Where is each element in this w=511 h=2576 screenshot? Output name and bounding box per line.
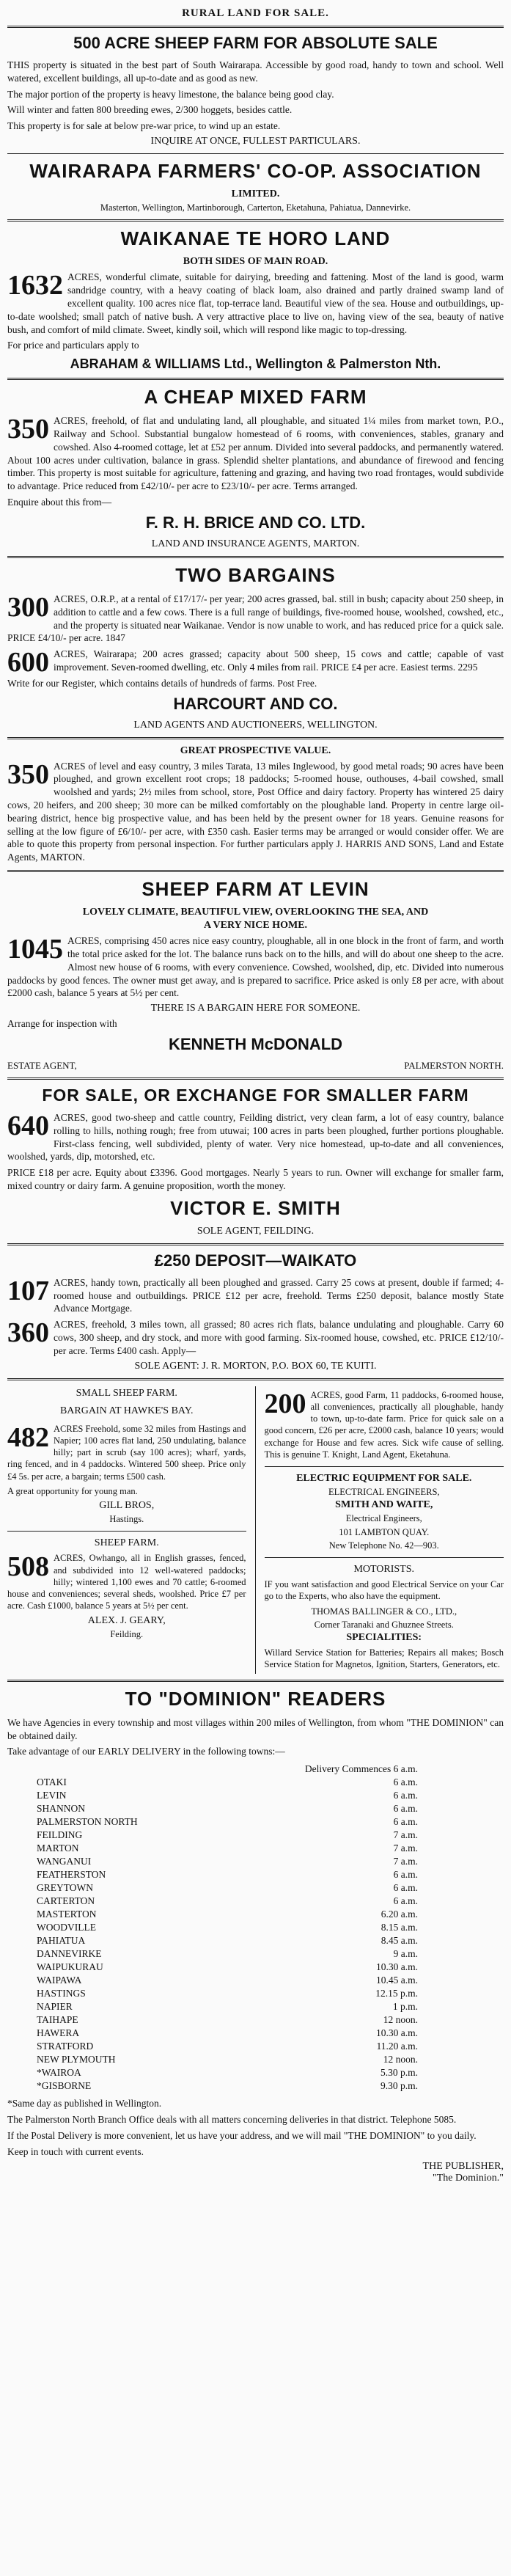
- acreage-number: 600: [7, 647, 49, 678]
- divider: [7, 1243, 504, 1245]
- town-name: SHANNON: [37, 1803, 86, 1815]
- ad-body: ACRES, good Farm, 11 paddocks, 6-roomed house, all conveniences, practically all ploughable, handy to town, up-to-date farm. Price for quick sale on a good concern, £26 per acre, £2000 cash, balance 10 years; would exchange for House and few acres. Sick wife cause of selling. This is genuine T. Knight, Land Agent, Eketahuna.: [264, 1389, 504, 1460]
- agent-place: PALMERSTON NORTH.: [404, 1059, 504, 1071]
- ad-title: TWO BARGAINS: [175, 563, 336, 586]
- delivery-time: 6 a.m.: [393, 1777, 418, 1788]
- ad-motorists: [265, 1564, 504, 1671]
- firm-address: Corner Taranaki and Ghuznee Streets.: [314, 1619, 454, 1630]
- delivery-row: [37, 1789, 418, 1802]
- delivery-row: [37, 1934, 418, 1947]
- delivery-time: 8.15 a.m.: [381, 1922, 418, 1933]
- divider: [7, 378, 504, 380]
- ad-waikanae: [7, 227, 504, 372]
- delivery-row: [37, 1881, 418, 1895]
- ad-agent: F. R. H. BRICE AND CO. LTD.: [145, 513, 366, 532]
- town-name: FEILDING: [37, 1829, 83, 1841]
- ad-subtitle: A VERY NICE HOME.: [203, 920, 308, 932]
- ad-body: ACRES Freehold, some 32 miles from Hastings and Napier; 100 acres flat land, 250 undulating, balance hilly; part in scrub (say 100 acres); wharf, yards, ring fenced, and in 4 paddocks. Wintered 500 sheep. Price only £4 5s. per acre, a bargain; terms £500 cash.: [7, 1423, 246, 1482]
- delivery-row: [37, 1974, 418, 1987]
- ad-body: ACRES, comprising 450 acres nice easy country, ploughable, all in one block in the front of farm, and worth the total price asked for the lot. The balance runs back on to the hills, and will do about one sheep to the acre. Almost new house of 6 rooms, with every convenience. Cowshed, woolshed, dip, etc. Divided into numerous paddocks by good fences. The owner must get away, and is prepared to sacrifice. Price asked is only £8 per acre, with about £2000 cash, balance 5 years at 5½ per cent.: [7, 935, 504, 999]
- ad-title: WAIKANAE TE HORO LAND: [120, 227, 391, 250]
- delivery-time: 1 p.m.: [392, 2001, 418, 2013]
- delivery-time: 6 a.m.: [393, 1882, 418, 1894]
- ad-title: TO "DOMINION" READERS: [125, 1687, 386, 1710]
- signature: "The Dominion.": [433, 2173, 504, 2184]
- ad-body: ACRES, Owhango, all in English grasses, fenced, and subdivided into 12 well-watered paddocks; hilly; wintered 1,100 ewes and 70 cattle; 6-roomed house and conveniences; several sheds, woolshed. Price £7 per acre. Cash £1000, balance 5 years at 5½ per cent.: [7, 1553, 246, 1611]
- delivery-row: [37, 1815, 418, 1829]
- ad-agent-place: Hastings.: [109, 1514, 144, 1525]
- ad-subtitle: ELECTRICAL ENGINEERS,: [328, 1487, 440, 1498]
- delivery-row: [37, 2053, 418, 2066]
- ad-small-sheep-farm: [7, 1388, 246, 1526]
- ad-paragraph: This property is for sale at below pre-war price, to wind up an estate.: [7, 120, 281, 132]
- ad-body: ACRES, freehold, of flat and undulating land, all ploughable, and situated 1¼ miles from market town, P.O., Railway and School. Substantial bungalow homestead of 6 rooms, with conveniences, stables, granary and cowshed. Also 4-roomed cottage, let at £52 per annum. Divided into several paddocks, and permanently watered. About 100 acres under cultivation, balance in grass. Splendid shelter plantations, and abundance of firewood and fencing timber. This property is most suitable for agriculture, fattening and grazing, and having two road frontages, would subdivide to advantage. Price reduced from £42/10/- per acre to £23/10/- per acre. Terms arranged.: [7, 415, 504, 492]
- divider: [7, 1680, 504, 1682]
- ad-body: IF you want satisfaction and good Electrical Service on your Car go to the Experts, who also have the equipment.: [264, 1579, 504, 1602]
- specialities-heading: SPECIALITIES:: [346, 1632, 422, 1644]
- ad-title: SHEEP FARM AT LEVIN: [141, 878, 370, 901]
- ad-footer: INQUIRE AT ONCE, FULLEST PARTICULARS.: [150, 136, 361, 147]
- town-name: TAIHAPE: [37, 2014, 78, 2026]
- delivery-time: 7 a.m.: [393, 1829, 418, 1841]
- town-name: HAWERA: [37, 2027, 80, 2039]
- ad-intro: We have Agencies in every township and most villages within 200 miles of Wellington, from whom "THE DOMINION" can be obtained daily.: [7, 1716, 504, 1741]
- delivery-time: 10.30 a.m.: [376, 2027, 418, 2039]
- ad-note: A great opportunity for young man.: [7, 1485, 138, 1496]
- delivery-row: [37, 1908, 418, 1921]
- newspaper-page: [7, 0, 504, 2184]
- ad-title: FOR SALE, OR EXCHANGE FOR SMALLER FARM: [42, 1085, 469, 1105]
- ad-subtitle: LOVELY CLIMATE, BEAUTIFUL VIEW, OVERLOOKING THE SEA, AND: [82, 907, 429, 918]
- ad-note: Arrange for inspection with: [7, 1018, 117, 1030]
- delivery-column-header: Delivery Commences 6 a.m.: [304, 1763, 418, 1775]
- ad-title: GREAT PROSPECTIVE VALUE.: [180, 744, 331, 756]
- delivery-row: [37, 1829, 418, 1842]
- town-name: MASTERTON: [37, 1909, 97, 1920]
- ad-agent-sub: LAND AGENTS AND AUCTIONEERS, WELLINGTON.: [133, 719, 378, 731]
- delivery-row: [37, 1776, 418, 1789]
- ad-body: PRICE £18 per acre. Equity about £3396. Good mortgages. Nearly 5 years to run. Owner will exchange for smaller farm, mixed country or dairy farm. A genuine proposition, worth the money.: [7, 1167, 504, 1191]
- divider: [7, 556, 504, 558]
- divider: [7, 737, 504, 739]
- acreage-number: 482: [7, 1421, 49, 1453]
- delivery-time: 9 a.m.: [393, 1948, 418, 1960]
- delivery-time: 9.30 p.m.: [380, 2080, 418, 2092]
- ad-note: THERE IS A BARGAIN HERE FOR SOMEONE.: [150, 1003, 361, 1014]
- delivery-row: [37, 1855, 418, 1868]
- ad-agent: GILL BROS,: [99, 1500, 155, 1512]
- delivery-row: [37, 2000, 418, 2013]
- ad-paragraph: THIS property is situated in the best part of South Wairarapa. Accessible by good road, handy to town and school. Well watered, excellent buildings, all up-to-date and as good as new.: [7, 59, 504, 84]
- ad-title: MOTORISTS.: [353, 1564, 415, 1576]
- delivery-row: [37, 2079, 418, 2093]
- ad-sheep-farm-levin: [7, 878, 504, 1072]
- ad-cheap-mixed-farm: [7, 386, 504, 550]
- town-name: WAIPUKURAU: [37, 1961, 103, 1973]
- ad-sheep-farm-wairarapa: [7, 34, 504, 147]
- ad-title: WAIRARAPA FARMERS' CO-OP. ASSOCIATION: [29, 160, 482, 183]
- delivery-row: [37, 1987, 418, 2000]
- ad-owhango-sheep-farm: [7, 1537, 246, 1640]
- ad-paragraph: Will winter and fatten 800 breeding ewes, 2/300 hoggets, besides cattle.: [7, 104, 293, 116]
- divider: [7, 26, 504, 28]
- delivery-row: [37, 2040, 418, 2053]
- delivery-time: 6 a.m.: [393, 1803, 418, 1815]
- signature: THE PUBLISHER,: [422, 2161, 504, 2173]
- ad-title: £250 DEPOSIT—WAIKATO: [154, 1251, 357, 1270]
- divider: [7, 153, 504, 154]
- ad-agent-place: Feilding.: [110, 1628, 144, 1639]
- ad-body: ACRES of level and easy country, 3 miles Tarata, 13 miles Inglewood, by good metal roads; 90 acres have been ploughed, and grown excellent root crops; 18 paddocks; 5-roomed house, outhouses, 4-bail cowshed, small woolshed and yards; 2½ miles from school, store, Post Office and dairy factory. Property has wintered 25 dairy cows, 20 heifers, and 200 sheep; 30 more can be milked comfortably on the ploughable land. Property in centre large oil-bearing district, hence big prospective value, and has been held by the present owner for 18 years. Genuine reasons for selling at the low figure of £6/10/- per acre, with £350 cash. Easier terms may be arranged or would consider offer. We are able to quote this property from personal inspection. For further particulars apply J. HARRIS AND SONS, Land and Estate Agents, MARTON.: [7, 760, 504, 863]
- town-name: FEATHERSTON: [37, 1869, 106, 1881]
- ad-subtitle: LIMITED.: [231, 189, 280, 200]
- ref-number: 1847: [105, 632, 125, 644]
- ad-note: If the Postal Delivery is more convenient, let us have your address, and we will mail "THE DOMINION" to you daily.: [7, 2129, 477, 2141]
- delivery-row: [37, 1842, 418, 1855]
- ad-agent: ALEX. J. GEARY,: [87, 1614, 166, 1626]
- delivery-time: 7 a.m.: [393, 1843, 418, 1854]
- divider: [7, 870, 504, 872]
- town-name: NEW PLYMOUTH: [37, 2054, 116, 2065]
- town-name: WAIPAWA: [37, 1975, 82, 1986]
- town-name: OTAKI: [37, 1777, 67, 1788]
- ad-agent: VICTOR E. SMITH: [170, 1196, 341, 1219]
- acreage-number: 300: [7, 591, 49, 623]
- delivery-time: 6.20 a.m.: [381, 1909, 418, 1920]
- ad-subtitle: BARGAIN AT HAWKE'S BAY.: [59, 1405, 194, 1416]
- ad-intro: Take advantage of our EARLY DELIVERY in the following towns:—: [7, 1746, 285, 1757]
- town-name: LEVIN: [37, 1790, 67, 1801]
- divider: [265, 1466, 504, 1467]
- left-column: [7, 1386, 256, 1674]
- divider: [7, 1077, 504, 1080]
- delivery-time: 12 noon.: [383, 2014, 418, 2026]
- acreage-number: 350: [7, 414, 49, 445]
- acreage-number: 640: [7, 1110, 49, 1141]
- ad-electric-equipment: [265, 1473, 504, 1551]
- ad-body: ACRES, handy town, practically all been ploughed and grassed. Carry 25 cows at present, double if farmed; 4-roomed house and outbuildings. PRICE £12 per acre, freehold. Terms £250 deposit, balance mostly State Advance Mortgage.: [54, 1276, 504, 1314]
- firm-name: THOMAS BALLINGER & CO., LTD.,: [311, 1606, 457, 1617]
- divider: [265, 1557, 504, 1558]
- firm-sub: Electrical Engineers,: [345, 1513, 422, 1524]
- ad-waikato: [7, 1251, 504, 1372]
- acreage-number: 508: [7, 1551, 49, 1583]
- town-name: MARTON: [37, 1843, 79, 1854]
- town-name: NAPIER: [37, 2001, 73, 2013]
- acreage-number: 350: [7, 758, 49, 790]
- ad-two-bargains: [7, 564, 504, 731]
- ad-title: SMALL SHEEP FARM.: [76, 1387, 177, 1399]
- divider: [7, 219, 504, 222]
- acreage-number: 200: [264, 1388, 306, 1419]
- ad-title: ELECTRIC EQUIPMENT FOR SALE.: [296, 1473, 472, 1485]
- delivery-time: 8.45 a.m.: [381, 1935, 418, 1947]
- delivery-time: 6 a.m.: [393, 1816, 418, 1828]
- divider: [7, 1531, 246, 1532]
- firm-telephone: New Telephone No. 42—903.: [328, 1540, 439, 1551]
- ad-agent: HARCOURT AND CO.: [173, 694, 338, 713]
- delivery-row: [37, 2066, 418, 2079]
- ad-wairarapa-farmers: [7, 160, 504, 213]
- ad-note: Keep in touch with current events.: [7, 2145, 144, 2157]
- delivery-time: 6 a.m.: [393, 1895, 418, 1907]
- delivery-row: [37, 2013, 418, 2027]
- ref-number: 2295: [457, 661, 478, 673]
- delivery-time: 11.20 a.m.: [376, 2041, 418, 2052]
- firm-name: SMITH AND WAITE,: [335, 1499, 433, 1511]
- delivery-time: 5.30 p.m.: [380, 2067, 418, 2079]
- ad-subtitle: BOTH SIDES OF MAIN ROAD.: [183, 256, 328, 268]
- acreage-number: 1632: [7, 270, 63, 301]
- acreage-number: 107: [7, 1275, 49, 1306]
- delivery-table: [37, 1763, 418, 2093]
- ad-note: For price and particulars apply to: [7, 340, 139, 351]
- ad-paragraph: The major portion of the property is heavy limestone, the balance being good clay.: [7, 88, 334, 100]
- ad-body: ACRES, wonderful climate, suitable for dairying, breeding and fattening. Most of the land is good, warm sandridge country, with a heavy coating of black loam, also drained and partly drained swamp land of excellent quality. 100 acres nice flat, top-terrace land. Beautiful view of the sea. House and outbuildings, up-to-date woolshed; small patch of native bush. A very attractive place to live on, having view of the sea, beauty of native bush, and comfort of mild climate. Sweet, kindly soil, which will respond like magic to top-dressing.: [7, 271, 504, 335]
- delivery-time: 12 noon.: [383, 2054, 418, 2065]
- delivery-time: 7 a.m.: [393, 1856, 418, 1867]
- ad-body: Willard Service Station for Batteries; Repairs all makes; Bosch Service Station for Magnetos, Ignition, Starters, Generators, etc.: [264, 1647, 504, 1670]
- ad-note: The Palmerston North Branch Office deals with all matters concerning deliveries in that district. Telephone 5085.: [7, 2113, 457, 2125]
- town-name: CARTERTON: [37, 1895, 95, 1907]
- two-column-section: [7, 1386, 504, 1674]
- ad-title: 500 ACRE SHEEP FARM FOR ABSOLUTE SALE: [73, 34, 438, 52]
- ad-note: Enquire about this from—: [7, 497, 112, 508]
- delivery-time: 12.15 p.m.: [375, 1988, 418, 1999]
- town-name: PAHIATUA: [37, 1935, 86, 1947]
- town-name: STRATFORD: [37, 2041, 94, 2052]
- ad-agent-sub: LAND AND INSURANCE AGENTS, MARTON.: [151, 538, 360, 549]
- ad-agent: SOLE AGENT: J. R. MORTON, P.O. BOX 60, TE KUITI.: [134, 1360, 377, 1372]
- delivery-row: [37, 1895, 418, 1908]
- delivery-row: [37, 1947, 418, 1961]
- delivery-row: [37, 1961, 418, 1974]
- town-name: *GISBORNE: [37, 2080, 92, 2092]
- ad-body: ACRES, good two-sheep and cattle country, Feilding district, very clean farm, a lot of easy country, balance rolling to hills, nothing rough; free from utuwai; 100 acres in parts been ploughed, further portions ploughable. First-class fencing, well subdivided, plenty of water. Very nice homestead, up-to-date and all conveniences, woolshed, yards, dip, motorshed, etc.: [7, 1111, 504, 1163]
- town-name: PALMERSTON NORTH: [37, 1816, 138, 1828]
- firm-address: 101 LAMBTON QUAY.: [339, 1526, 430, 1537]
- ad-dominion-readers: [7, 1688, 504, 2185]
- delivery-row: [37, 2027, 418, 2040]
- acreage-number: 1045: [7, 934, 63, 965]
- ad-body: ACRES, freehold, 3 miles town, all grassed; 80 acres rich flats, balance undulating and ploughable. Carry 60 cows, 300 sheep, and dry stock, and more with good farming. Six-roomed house, cowshed, etc. PRICE £12/10/- per acre. Terms £400 cash. Apply—: [54, 1319, 504, 1356]
- delivery-row: [37, 1921, 418, 1934]
- delivery-time: 6 a.m.: [393, 1869, 418, 1881]
- delivery-time: 6 a.m.: [393, 1790, 418, 1801]
- delivery-row: [37, 1868, 418, 1881]
- divider: [7, 1378, 504, 1380]
- town-name: WOODVILLE: [37, 1922, 96, 1933]
- ad-eketahuna-farm: [265, 1389, 504, 1461]
- ad-title: SHEEP FARM.: [94, 1537, 159, 1549]
- town-name: WANGANUI: [37, 1856, 92, 1867]
- ad-body: ACRES, Wairarapa; 200 acres grassed; capacity about 500 sheep, 15 cows and cattle; capable of vast improvement. Seven-roomed dwelling, etc. Only 4 miles from rail. PRICE £4 per acre. Easiest terms.: [54, 648, 504, 673]
- ad-agent: ABRAHAM & WILLIAMS Ltd., Wellington & Palmerston Nth.: [70, 356, 441, 372]
- agent-role: ESTATE AGENT,: [7, 1059, 77, 1071]
- delivery-time: 10.30 a.m.: [376, 1961, 418, 1973]
- ad-body: ACRES, O.R.P., at a rental of £17/17/- per year; 200 acres grassed, bal. still in bush; capacity about 250 sheep, in addition to cattle and a few cows. There is a full range of buildings, five-roomed house, woolshed, cowshed, etc., and the property is situated near Waikanae. Vendor is now unable to work, and has reduced price for a quick sale. PRICE £4/10/- per acre.: [7, 593, 504, 644]
- delivery-time: 10.45 a.m.: [376, 1975, 418, 1986]
- ad-note: Write for our Register, which contains details of hundreds of farms. Post Free.: [7, 677, 317, 689]
- delivery-row: [37, 1802, 418, 1815]
- town-name: *WAIROA: [37, 2067, 81, 2079]
- town-name: HASTINGS: [37, 1988, 86, 1999]
- ad-title: A CHEAP MIXED FARM: [144, 386, 367, 409]
- ad-note: *Same day as published in Wellington.: [7, 2098, 162, 2110]
- ad-agent-sub: SOLE AGENT, FEILDING.: [196, 1225, 315, 1237]
- section-header: RURAL LAND FOR SALE.: [182, 7, 329, 19]
- right-column: [256, 1386, 504, 1674]
- town-name: DANNEVIRKE: [37, 1948, 102, 1960]
- ad-places: Masterton, Wellington, Martinborough, Carterton, Eketahuna, Pahiatua, Dannevirke.: [100, 202, 411, 213]
- ad-great-prospective-value: [7, 745, 504, 865]
- town-name: GREYTOWN: [37, 1882, 93, 1894]
- acreage-number: 360: [7, 1317, 49, 1349]
- ad-agent: KENNETH McDONALD: [168, 1034, 343, 1053]
- ad-for-sale-exchange: [7, 1086, 504, 1237]
